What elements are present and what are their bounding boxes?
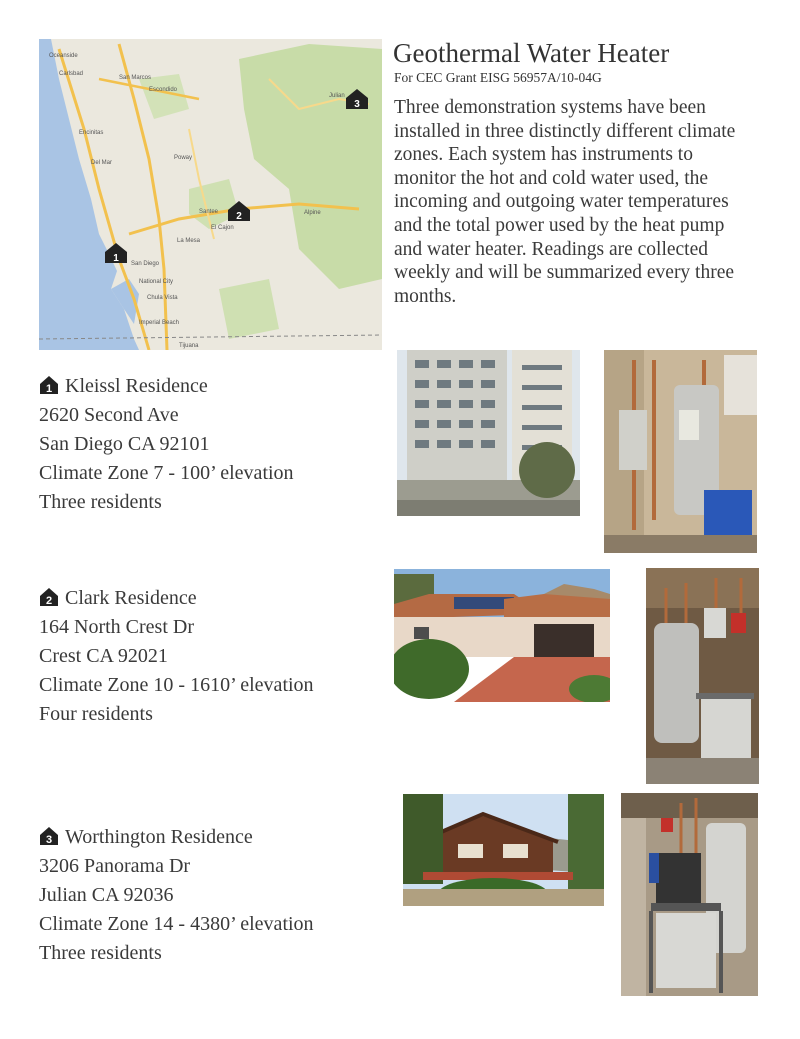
svg-text:3: 3 xyxy=(45,834,53,846)
map-label: National City xyxy=(139,279,174,285)
residence-name: Worthington Residence xyxy=(65,826,253,848)
residence-climate: Climate Zone 7 - 100’ elevation xyxy=(39,462,294,484)
svg-text:1: 1 xyxy=(45,383,53,395)
map-label: Santee xyxy=(199,209,219,215)
location-map xyxy=(39,39,382,350)
house-marker-icon xyxy=(39,826,59,846)
residence-climate: Climate Zone 14 - 4380’ elevation xyxy=(39,913,314,935)
map-label: San Diego xyxy=(131,261,160,267)
residence-1 xyxy=(39,372,294,517)
photo-worthington-house xyxy=(403,794,604,906)
page-subtitle: For CEC Grant EISG 56957A/10-04G xyxy=(394,70,602,85)
svg-text:3: 3 xyxy=(354,99,360,110)
photo-clark-water-heater xyxy=(646,568,759,784)
page-title: Geothermal Water Heater xyxy=(393,38,670,68)
residence-name: Clark Residence xyxy=(65,587,197,609)
map-label: El Cajon xyxy=(211,225,234,231)
residence-climate: Climate Zone 10 - 1610’ elevation xyxy=(39,674,314,696)
map-label: Imperial Beach xyxy=(139,320,180,326)
map-label: Chula Vista xyxy=(147,295,178,301)
map-label: San Marcos xyxy=(119,75,152,81)
residence-address: 3206 Panorama Dr xyxy=(39,855,191,877)
residence-city: San Diego CA 92101 xyxy=(39,433,210,455)
svg-text:2: 2 xyxy=(236,211,242,222)
svg-text:2: 2 xyxy=(45,595,53,607)
photo-kleissl-water-heater xyxy=(604,350,757,553)
residence-3 xyxy=(39,823,314,968)
house-marker-icon xyxy=(39,587,59,607)
svg-text:1: 1 xyxy=(113,253,119,264)
residence-heading xyxy=(39,823,314,852)
residence-residents: Four residents xyxy=(39,703,153,725)
map-label: Poway xyxy=(174,155,193,161)
map-label: Encinitas xyxy=(79,130,104,136)
residence-city: Julian CA 92036 xyxy=(39,884,174,906)
residence-residents: Three residents xyxy=(39,942,162,964)
residence-heading xyxy=(39,372,294,401)
map-label: Oceanside xyxy=(49,53,78,59)
photo-kleissl-building xyxy=(397,350,580,516)
photo-clark-house xyxy=(394,569,610,702)
residence-address: 2620 Second Ave xyxy=(39,404,179,426)
residence-address: 164 North Crest Dr xyxy=(39,616,194,638)
map-label: Alpine xyxy=(304,210,321,216)
map-label: Del Mar xyxy=(91,160,113,166)
map-label: La Mesa xyxy=(177,238,201,244)
residence-residents: Three residents xyxy=(39,491,162,513)
map-label: Carlsbad xyxy=(59,71,84,77)
photo-worthington-water-heater xyxy=(621,793,758,996)
residence-heading xyxy=(39,584,314,613)
map-label: Tijuana xyxy=(179,343,199,349)
intro-paragraph: Three demonstration systems have been installed in three distinctly different climate zones. Each system has instruments to monitor the hot and cold water used, the incoming and outgoing water temperatures and the total power used by the heat pump and water heater. Readings are collected weekly and will be summarized every three months. xyxy=(394,97,736,307)
map-label: Julian xyxy=(329,93,345,99)
residence-2 xyxy=(39,584,314,729)
residence-name: Kleissl Residence xyxy=(65,375,208,397)
map-graphic xyxy=(39,39,382,350)
map-label: Escondido xyxy=(149,87,178,93)
house-marker-icon xyxy=(39,375,59,395)
residence-city: Crest CA 92021 xyxy=(39,645,168,667)
